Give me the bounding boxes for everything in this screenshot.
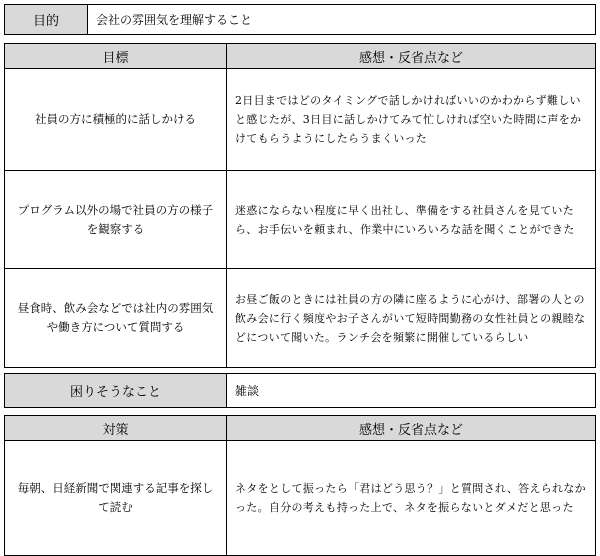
purpose-label: 目的	[5, 5, 88, 35]
goals-table	[4, 43, 596, 368]
measure-column-header: 対策	[5, 416, 227, 441]
notes-column-header: 感想・反省点など	[227, 44, 596, 69]
notes-cell: 迷惑にならない程度に早く出社し、準備をする社員さんを見ていたら、お手伝いを頼まれ、作業中にいろいろな話を聞くことができた	[227, 171, 596, 269]
purpose-value: 会社の雰囲気を理解すること	[88, 5, 596, 35]
trouble-value: 雑談	[227, 374, 596, 408]
notes-column-header: 感想・反省点など	[227, 416, 596, 441]
goal-cell: プログラム以外の場で社員の方の様子を観察する	[5, 171, 227, 269]
measures-table	[4, 415, 596, 556]
table-row	[5, 269, 596, 368]
trouble-label: 困りそうなこと	[5, 374, 227, 408]
purpose-table	[4, 4, 596, 35]
notes-cell: ネタをとして振ったら「君はどう思う？」と質問され、答えられなかった。自分の考えも持った上で、ネタを振らないとダメだと思った	[227, 441, 596, 556]
trouble-table	[4, 373, 596, 408]
table-row	[5, 441, 596, 556]
goal-cell: 昼食時、飲み会などでは社内の雰囲気や働き方について質問する	[5, 269, 227, 368]
goal-column-header: 目標	[5, 44, 227, 69]
table-row	[5, 171, 596, 269]
notes-cell: 2日目まではどのタイミングで話しかければいいのかわからず難しいと感じたが、3日目に話しかけてみて忙しければ空いた時間に声をかけてもらうようにしたらうまくいった	[227, 69, 596, 171]
measure-cell: 毎朝、日経新聞で関連する記事を探して読む	[5, 441, 227, 556]
notes-cell: お昼ご飯のときには社員の方の隣に座るように心がけ、部署の人との飲み会に行く頻度やお子さんがいて短時間勤務の女性社員との親睦などについて聞いた。ランチ会を頻繁に開催しているらしい	[227, 269, 596, 368]
goal-cell: 社員の方に積極的に話しかける	[5, 69, 227, 171]
table-row	[5, 69, 596, 171]
